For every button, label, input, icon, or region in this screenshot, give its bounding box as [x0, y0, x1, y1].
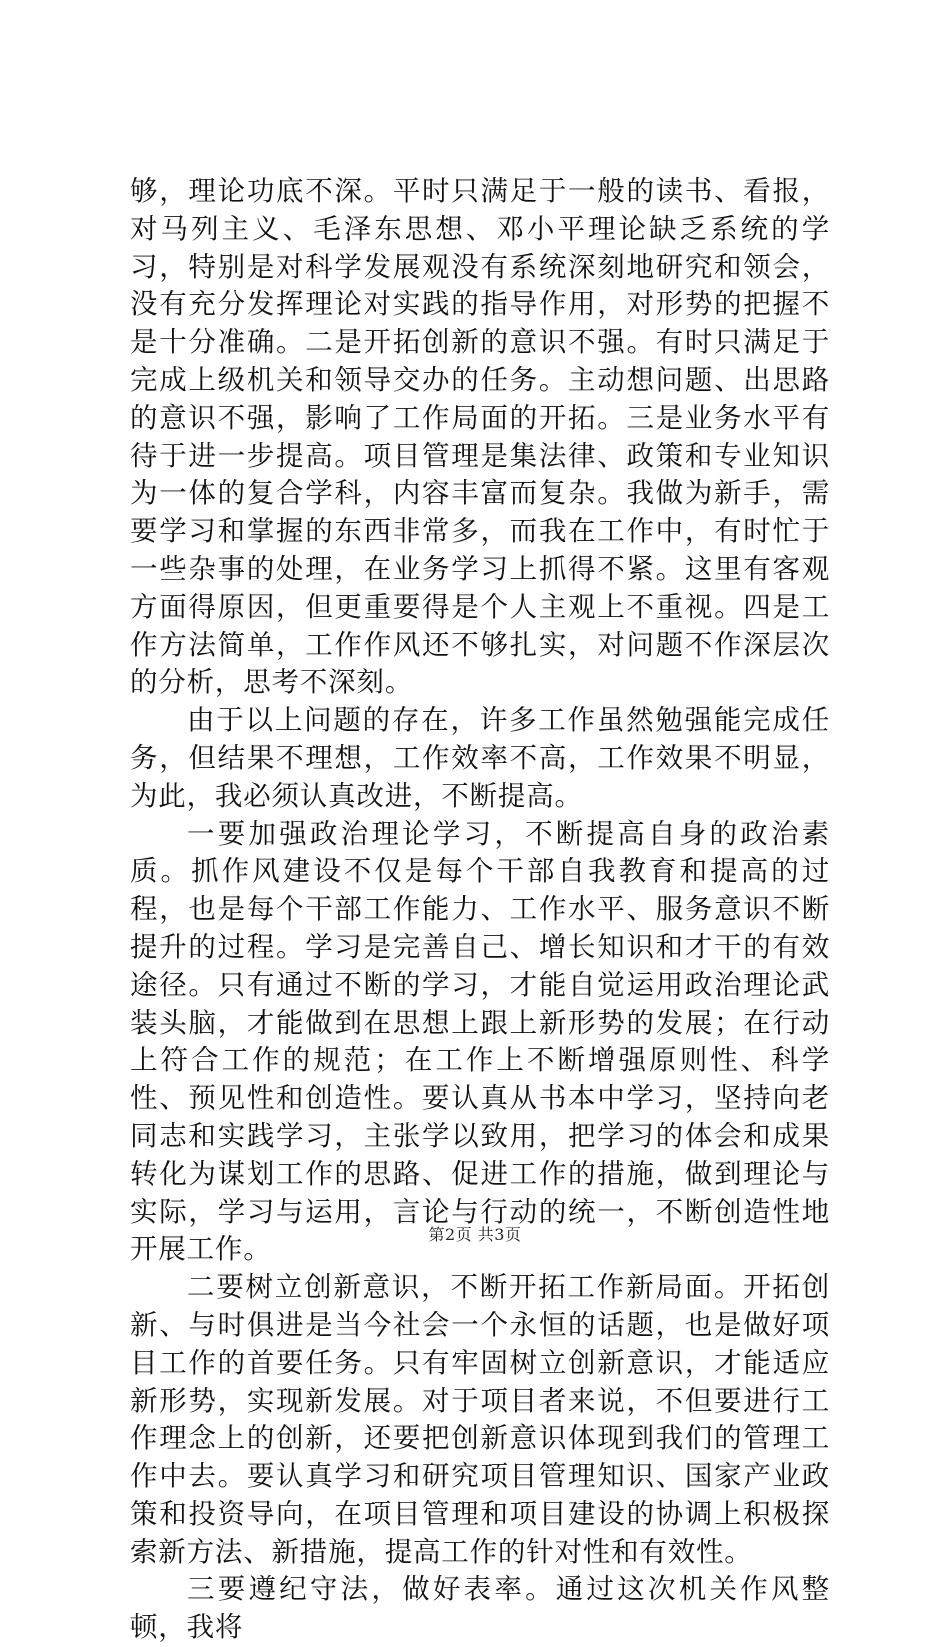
paragraph-discipline: 三要遵纪守法，做好表率。通过这次机关作风整顿，我将 — [130, 1573, 830, 1644]
paragraph-continuation: 够，理论功底不深。平时只满足于一般的读书、看报，对马列主义、毛泽东思想、邓小平理论缺乏系统的学习，特别是对科学发展观没有系统深刻地研究和领会，没有充分发挥理论对实践的指导作用，对形势的把握不是十分准确。二是开拓创新的意识不强。有时只满足于完成上级机关和领导交办的任务。主动想问题、出思路的意识不强，影响了工作局面的开拓。三是业务水平有待于进一步提高。项目管理是集法律、政策和专业知识为一体的复合学科，内容丰富而复杂。我做为新手，需要学习和掌握的东西非常多，而我在工作中，有时忙于一些杂事的处理，在业务学习上抓得不紧。这里有客观方面得原因，但更重要得是个人主观上不重视。四是工作方法简单，工作作风还不够扎实，对问题不作深层次的分析，思考不深刻。 — [130, 175, 830, 699]
paragraph-problems-result: 由于以上问题的存在，许多工作虽然勉强能完成任务，但结果不理想，工作效率不高，工作效果不明显，为此，我必须认真改进，不断提高。 — [130, 704, 830, 812]
paragraph-innovation: 二要树立创新意识，不断开拓工作新局面。开拓创新、与时俱进是当今社会一个永恒的话题，也是做好项目工作的首要任务。只有牢固树立创新意识，才能适应新形势，实现新发展。对于项目者来说，不但要进行工作理念上的创新，还要把创新意识体现到我们的管理工作中去。要认真学习和研究项目管理知识、国家产业政策和投资导向，在项目管理和项目建设的协调上积极探索新方法、新措施，提高工作的针对性和有效性。 — [130, 1271, 830, 1568]
document-body — [130, 173, 830, 1647]
paragraph-theory-study: 一要加强政治理论学习，不断提高自身的政治素质。抓作风建设不仅是每个干部自我教育和提高的过程，也是每个干部工作能力、工作水平、服务意识不断提升的过程。学习是完善自己、增长知识和才干的有效途径。只有通过不断的学习，才能自觉运用政治理论武装头脑，才能做到在思想上跟上新形势的发展；在行动上符合工作的规范；在工作上不断增强原则性、科学性、预见性和创造性。要认真从书本中学习，坚持向老同志和实践学习，主张学以致用，把学习的体会和成果转化为谋划工作的思路、促进工作的措施，做到理论与实际，学习与运用，言论与行动的统一，不断创造性地开展工作。 — [130, 817, 830, 1266]
page-number-footer: 第2页 共3页 — [428, 1225, 522, 1244]
